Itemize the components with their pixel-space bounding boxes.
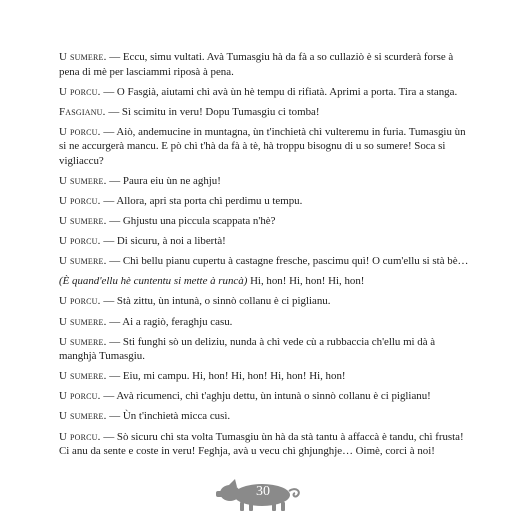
dialogue-paragraph — [59, 125, 471, 169]
speaker-name: U porcu. — [59, 194, 101, 207]
page-number: 30 — [256, 484, 270, 499]
line-text: — Eccu, simu vultati. Avà Tumasgiu hà da fà a so cullaziò è si scurderà forse à pena di mè per lasciammi riposà à pena. — [59, 51, 454, 78]
dialogue-paragraph — [59, 174, 471, 189]
line-text: — Paura eiu ùn ne aghju! — [106, 174, 221, 187]
speaker-name: U porcu. — [59, 235, 101, 248]
line-text: — O Fasgià, aiutami chì avà ùn hè tempu di rifiatà. Aprimi a porta. Tira a stanga. — [100, 85, 458, 98]
dialogue-paragraph — [59, 194, 471, 209]
dialogue-paragraph — [59, 214, 471, 229]
dialogue-paragraph — [59, 294, 471, 309]
dialogue-paragraph — [59, 335, 471, 364]
line-text: — Allora, apri sta porta chì perdimu u tempu. — [100, 194, 303, 207]
line-text: — Aiò, andemucine in muntagna, ùn t'inchietà chì vulteremu in furia. Tumasgiu ùn si ne accurgerà mancu. E pò chì t'hà da fà à tè, hà troppu bisognu di u so sumere! Soca si vigliaccu? — [59, 125, 466, 167]
speaker-name: U sumere. — [59, 255, 107, 268]
line-text: — Ùn t'inchietà micca cusì. — [106, 410, 231, 423]
dialogue-paragraph — [59, 85, 471, 100]
speaker-name: U porcu. — [59, 390, 101, 403]
line-text: — Avà ricumenci, chì t'aghju dettu, ùn intunà o sinnò collanu è ci piglianu! — [100, 390, 431, 403]
speaker-name: U sumere. — [59, 335, 107, 348]
speaker-name: U sumere. — [59, 370, 107, 383]
dialogue-paragraph — [59, 254, 471, 269]
line-text: — Sti funghi sò un deliziu, nunda à chì vede cù a rubbaccia ch'ellu mi dà à manghjà Tumasgiu. — [59, 335, 436, 363]
line-text: — Ai a ragiò, feraghju casu. — [106, 315, 233, 328]
speaker-name: U sumere. — [59, 315, 107, 328]
stage-direction: (È quand'ellu hè cuntentu si mette à runcà) — [59, 275, 248, 288]
page-number-ornament — [208, 478, 312, 512]
dialogue-paragraph — [59, 315, 471, 330]
dialogue-paragraph — [59, 105, 471, 120]
line-text: — Eiu, mi campu. Hi, hon! Hi, hon! Hi, hon! Hi, hon! — [106, 370, 346, 383]
dialogue-text — [59, 50, 471, 464]
line-text: — Di sicuru, à noi a libertà! — [100, 235, 226, 248]
dialogue-paragraph — [59, 369, 471, 384]
line-text: — Stà zittu, ùn intunà, o sinnò collanu è ci piglianu. — [100, 295, 331, 308]
speaker-name: U sumere. — [59, 410, 107, 423]
line-text: — Chì bellu pianu cupertu à castagne fresche, pascimu quì! O cum'ellu si stà bè… — [106, 255, 469, 268]
speaker-name: U porcu. — [59, 85, 101, 98]
stage-direction-paragraph — [59, 274, 471, 289]
dialogue-paragraph — [59, 234, 471, 249]
speaker-name: Fasgianu. — [59, 105, 106, 118]
speaker-name: U porcu. — [59, 125, 101, 138]
dialogue-paragraph — [59, 50, 471, 79]
dialogue-paragraph — [59, 430, 471, 459]
speaker-name: U sumere. — [59, 215, 107, 228]
line-text: Hi, hon! Hi, hon! Hi, hon! — [247, 275, 365, 288]
line-text: — Sò sicuru chì sta volta Tumasgiu ùn hà da stà tantu à affaccà è tandu, chì frusta! Ci anu da sente e coste in veru! Feghja, avà u vecu chì ghjunghje… Oimè, corci à noi! — [59, 430, 464, 457]
speaker-name: U porcu. — [59, 430, 101, 443]
speaker-name: U sumere. — [59, 51, 107, 63]
speaker-name: U sumere. — [59, 174, 107, 187]
line-text: — Ghjustu una piccula scappata n'hè? — [106, 215, 276, 228]
speaker-name: U porcu. — [59, 295, 101, 308]
dialogue-paragraph — [59, 409, 471, 424]
line-text: — Sì scimitu in veru! Dopu Tumasgiu ci tomba! — [105, 105, 320, 118]
dialogue-paragraph — [59, 389, 471, 404]
